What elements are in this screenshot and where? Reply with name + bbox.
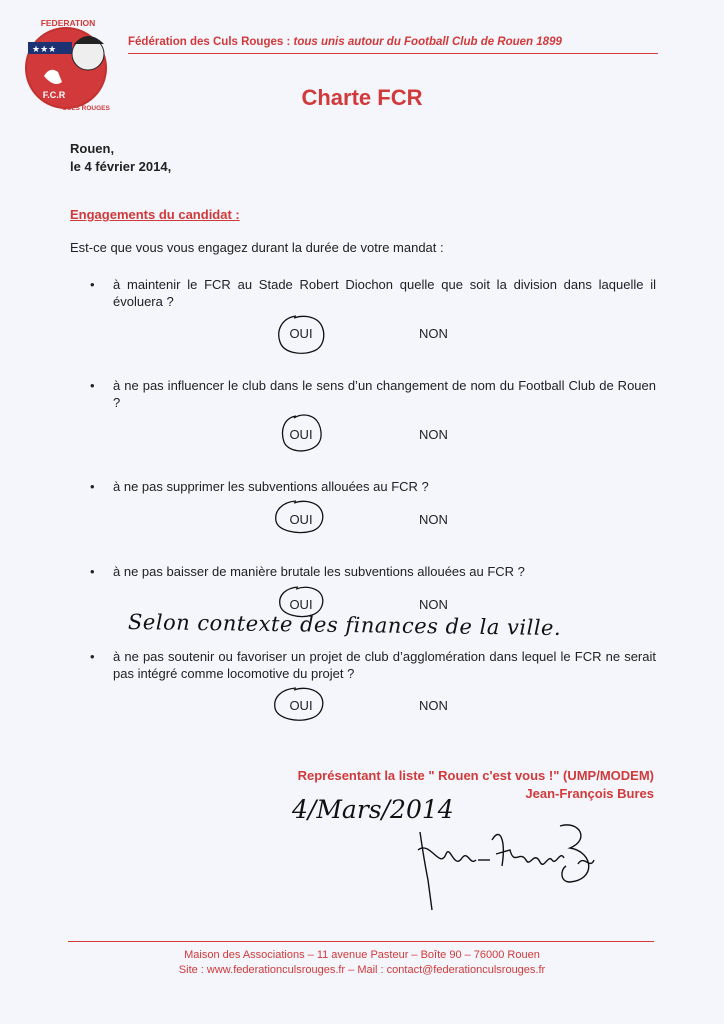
handwritten-signature — [410, 810, 600, 920]
question-item — [90, 648, 656, 682]
bullet: • — [90, 564, 95, 579]
page-title: Charte FCR — [301, 85, 423, 110]
oui-option[interactable]: OUI — [289, 326, 313, 341]
date: le 4 février 2014, — [70, 159, 172, 174]
oui-option[interactable]: OUI — [289, 427, 313, 442]
question-text: à ne pas influencer le club dans le sens d’un changement de nom du Football Club de Rouen ? — [113, 378, 656, 410]
non-option[interactable]: NON — [419, 326, 448, 341]
question-text: à ne pas supprimer les subventions allouées au FCR ? — [113, 479, 429, 494]
header-tagline: tous unis autour du Football Club de Rouen 1899 — [293, 36, 562, 48]
footer-contact: Site : www.federationculsrouges.fr – Mail : contact@federationculsrouges.fr — [178, 964, 546, 976]
bullet: • — [90, 277, 95, 292]
oui-option[interactable]: OUI — [289, 698, 313, 713]
logo-top-text: FEDERATION — [40, 18, 96, 28]
logo-side-text: CULS ROUGES — [62, 105, 110, 112]
footer-address: Maison des Associations – 11 avenue Pasteur – Boîte 90 – 76000 Rouen — [184, 949, 540, 961]
representative-name: Jean-François Bures — [525, 786, 654, 801]
header-org: Fédération des Culs Rouges : — [128, 36, 291, 48]
bullet: • — [90, 378, 95, 393]
non-option[interactable]: NON — [419, 698, 448, 713]
non-option[interactable]: NON — [419, 427, 448, 442]
question-text: à maintenir le FCR au Stade Robert Diochon quelle que soit la division dans laquelle il évoluera ? — [113, 277, 656, 309]
question-text: à ne pas soutenir ou favoriser un projet de club d’agglomération dans lequel le FCR ne serait pas intégré comme locomotive du projet ? — [113, 649, 656, 681]
question-item — [90, 563, 656, 580]
place: Rouen, — [70, 141, 115, 156]
oui-option[interactable]: OUI — [289, 512, 313, 527]
question-item — [90, 478, 656, 495]
bullet: • — [90, 649, 95, 664]
header-divider — [128, 53, 658, 54]
non-option[interactable]: NON — [419, 597, 448, 612]
bullet: • — [90, 479, 95, 494]
oui-option[interactable]: OUI — [289, 597, 313, 612]
footer-divider — [68, 941, 654, 942]
question-item — [90, 377, 656, 411]
handwritten-note: Selon contexte des finances de la ville. — [127, 609, 562, 641]
footer — [0, 948, 724, 978]
non-option[interactable]: NON — [419, 512, 448, 527]
intro-text: Est-ce que vous vous engagez durant la durée de votre mandat : — [70, 240, 444, 255]
handwritten-date: 4/Mars/2014 — [292, 795, 454, 824]
representative-list: Représentant la liste " Rouen c'est vous !" (UMP/MODEM) — [297, 768, 654, 783]
question-item — [90, 276, 656, 310]
place-date-block — [70, 140, 171, 176]
header-line — [128, 36, 660, 48]
question-text: à ne pas baisser de manière brutale les subventions allouées au FCR ? — [113, 564, 525, 579]
logo-initials: F.C.R — [42, 90, 66, 100]
svg-text:★★★: ★★★ — [32, 45, 57, 55]
section-heading: Engagements du candidat : — [70, 207, 240, 222]
